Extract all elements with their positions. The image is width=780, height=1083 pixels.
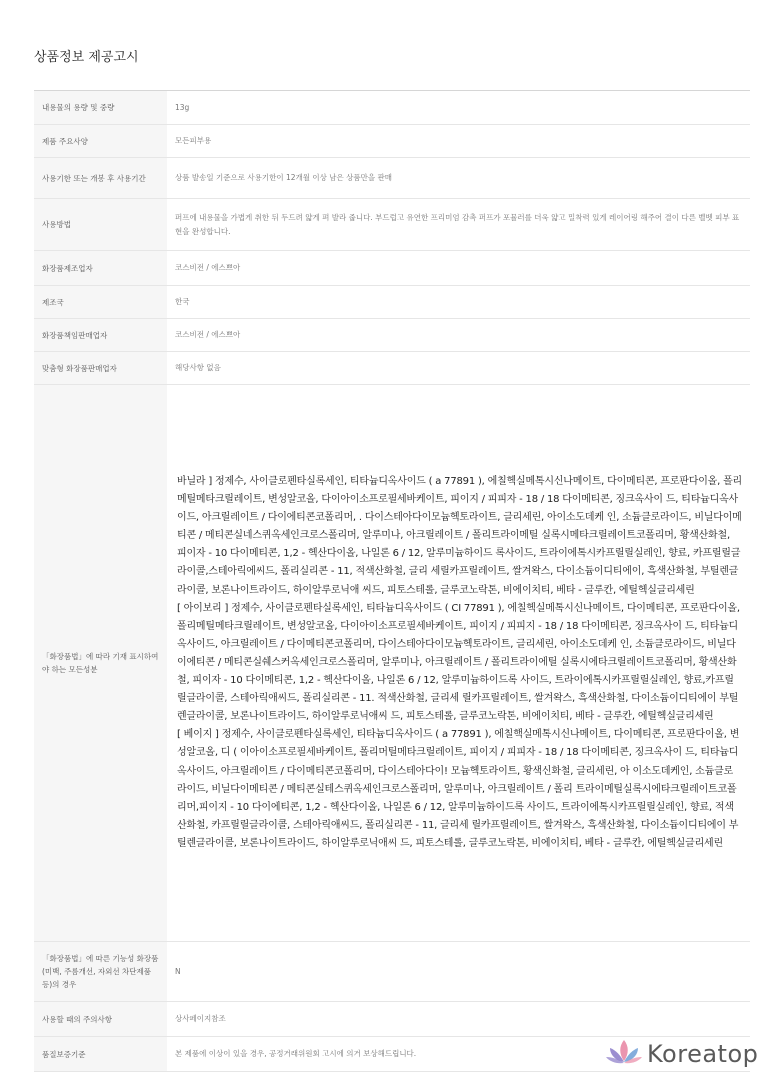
ingredients-text: [175, 473, 742, 853]
table-row: [34, 199, 750, 251]
page-title: 상품정보 제공고시: [34, 50, 139, 65]
table-row: [34, 91, 750, 125]
row-value: N: [167, 942, 750, 1002]
lotus-icon: [605, 1037, 643, 1071]
watermark-text: Koreatop: [647, 1040, 759, 1068]
table-row: [34, 251, 750, 286]
table-row: [34, 319, 750, 352]
row-label: 사용할 때의 주의사항: [34, 1002, 167, 1037]
row-label: 품질보증기준: [34, 1037, 167, 1072]
table-row: [34, 1002, 750, 1037]
row-value: 모든피부용: [167, 125, 750, 158]
row-value: 본 제품에 이상이 있을 경우, 공정거래위원회 고시에 의거 보상해드립니다.: [167, 1037, 750, 1072]
row-label: 제품 주요사양: [34, 125, 167, 158]
table-row: [34, 385, 750, 942]
row-value: 13g: [167, 91, 750, 125]
table-row: [34, 158, 750, 199]
row-value: 코스비전 / 에스쁘아: [167, 319, 750, 352]
table-row: [34, 125, 750, 158]
row-value: 코스비전 / 에스쁘아: [167, 251, 750, 286]
row-value: 퍼프에 내용물을 가볍게 취한 뒤 두드려 얇게 펴 발라 줍니다. 부드럽고 유연한 프리미엄 감촉 퍼프가 포뮬러를 더욱 얇고 밀착력 있게 레이어링 해주어 결이 다른 벨벳 피부 표현을 완성합니다.: [167, 199, 750, 251]
row-label: 사용방법: [34, 199, 167, 251]
row-label: 제조국: [34, 286, 167, 319]
row-label: 맞춤형 화장품판매업자: [34, 352, 167, 385]
ingredients-vanilla: 바닐라 ] 정제수, 사이클로펜타실록세인, 티타늄디옥사이드 ( a 77891 ), 에칠헥실메톡시신나메이트, 다이메티콘, 프로판다이올, 폴리메틸메타크릴레이트, 변성알코올, 다이아이소프로필세바케이트, 피이지 / 피피자 - 18 / 18 다이메티콘, 징크옥사이 드, 티타늄디옥사이드, 아크릴레이트 / 다이에티콘코폴리머, . 다이스테아다이모늄헥토라이트, 글리세린, 아이소도데케 인, 소듐클로라이드, 비닐다이메티콘 / 메티콘실네스퀴옥세인크로스폴리머, 알루미나, 아크릴레이트 / 폴리트라이메틸 실록시메타크릴레이트코폴리머, 황색산화철, 피이자 - 10 다이메티콘, 1,2 - 헥산다이올, 나일론 6 / 12, 알루미늄하이드 록사이드, 트라이에톡시카프릴릴실레인, 향료, 카프릴릴글라이콜,스테아릭에씨드, 폴리실리콘 - 11, 적색산화철, 글리 세릴카프릴레이트, 쌀겨왁스, 다이소듐이디티에이, 흑색산화철, 부틸렌글라이콜, 보론나이트라이드, 하이알루로닉애 씨드, 피토스테롤, 글루코노락톤, 비에이치티, 베타 - 글루칸, 에틸헥실글리세린: [177, 476, 742, 596]
koreatop-watermark: [605, 1037, 758, 1071]
table-row: [34, 352, 750, 385]
table-row: [34, 286, 750, 319]
row-label: 화장품제조업자: [34, 251, 167, 286]
row-label: 「화장품법」에 따른 기능성 화장품(미백, 주름개선, 자외선 차단제품 등)의 경우: [34, 942, 167, 1002]
row-value: 해당사항 없음: [167, 352, 750, 385]
ingredients-beige: [ 베이지 ] 정제수, 사이클로펜타실록세인, 티타늄디옥사이드 ( a 77891 ), 에칠핵실메톡시신나메이트, 다이메티콘, 프로판다이올, 변성알코올, 디 ( 이아이소프로필세바케이트, 폴리머틸메타크릴레이트, 피이지 / 피피자 - 18 / 18 다이메티콘, 징크옥사이 드, 티타늄디옥사이드, 아크릴레이트 / 다이메티콘코폴리머, 다이스테아다이! 모늄헥토라이트, 황색신화철, 글리세린, 아 이소도데케인, 소듐클로라이드, 비닐다이메티콘 / 메티콘실테스퀴옥세인크로스폴리머, 알루미나, 아크릴레이트 / 폴리 트라이메틸실록시에타크릴레이트코폴리머,피이지 - 10 다이에티콘, 1,2 - 헥산다이올, 나일론 6 / 12, 알루미늄하이드록 사이드, 트라이에톡시카프릴릴실레인, 향료, 적색산화철, 카프릴릴글라이콜, 스테아릭애씨드, 폴리실리콘 - 11, 글리세 릴카프릴레이트, 쌀겨왁스, 흑색산화철, 다이소듐이디티에이 부틸렌글라이콜, 보론나이트라이드, 하이알루로닉애씨 드, 피토스테롤, 글루코노락톤, 비에이치티, 베타 - 글루칸, 에틸헥실글리세린: [177, 729, 740, 849]
row-value: 한국: [167, 286, 750, 319]
row-value: 상사페이지참조: [167, 1002, 750, 1037]
table-row: [34, 942, 750, 1002]
ingredients-ivory: [ 아이보리 ] 정제수, 사이클로펜타실록세인, 티타늄디옥사이드 ( CI 77891 ), 에칠헥실메톡시신나메이트, 다이메티콘, 프로판다이올, 폴리메틸메타크릴레이트, 변성알코올, 다이아이소프로필세바케이트, 피이지 / 피피지 - 18 / 18 다이메티콘, 징크옥사이 드, 티타늄디옥사이드, 아크릴레이트 / 다이메티콘코폴리머, 다이스테아다이모늄헥토라이트, 글리세린, 아이소도데케 인, 소듐클로라이드, 비닐다이에티콘 / 메티콘실쉐스커옥세인크로스폴리머, 알루미나, 아크릴레이트 / 폴리트라이에틸 실록시에타크릴레이트코폴리머, 황색산화철, 피이자 - 10 다이메티콘, 1,2 - 헥산다이올, 나일론 6 / 12, 알루미늄하이드록 사이드, 트라이에톡시카프릴릴실레인, 향료,카프릴릴글라이콜, 스테아릭애씨드, 폴리실리콘 - 11. 적색산화철, 글리세 릴카프릴레이트, 쌀겨왁스, 흑색산화철, 다이소듐이디티에이 부틸렌글라이콜, 보론나이트라이드, 하이알루로닉애씨 드, 피토스테롤, 글루코노락톤, 비에이치티, 베타 - 글루칸, 에틸헥실글리세린: [177, 602, 740, 723]
ingredients-label: 「화장품법」에 따라 기재 표시하여야 하는 모든성분: [34, 385, 167, 942]
row-label: 사용기한 또는 개봉 후 사용기간: [34, 158, 167, 199]
row-label: 화장품책임판매업자: [34, 319, 167, 352]
ingredients-cell: [167, 385, 750, 942]
product-info-table: [34, 90, 750, 1072]
row-label: 내용물의 용량 및 중량: [34, 91, 167, 125]
row-value: 상품 발송일 기준으로 사용기한이 12개월 이상 남은 상품만을 판매: [167, 158, 750, 199]
